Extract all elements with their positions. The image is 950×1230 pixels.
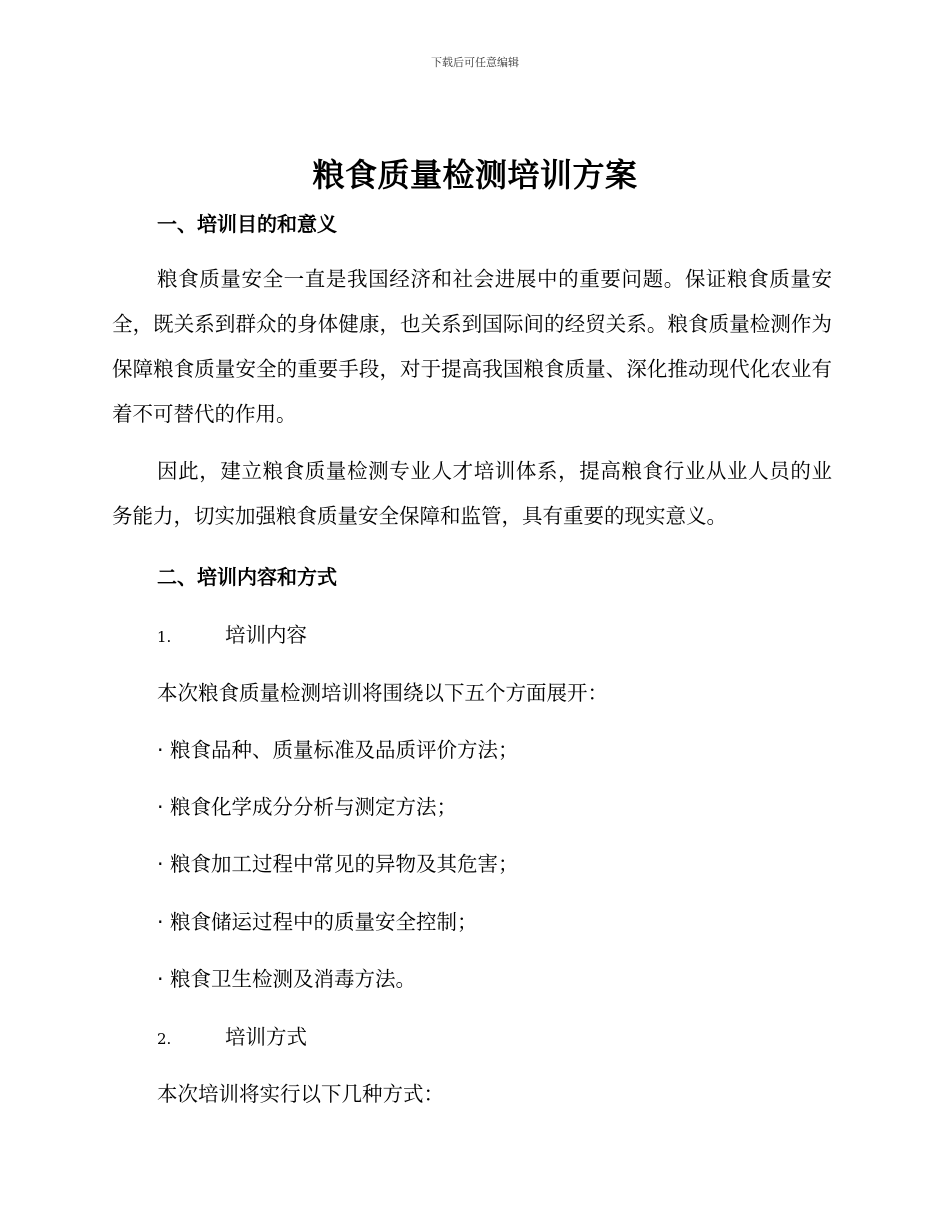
content-intro: 本次粮食质量检测培训将围绕以下五个方面展开： — [157, 681, 608, 705]
section-heading-2: 二、培训内容和方式 — [157, 565, 337, 589]
list-item: · 粮食卫生检测及消毒方法。 — [157, 967, 417, 991]
item-number: 2. — [157, 1030, 172, 1048]
list-item: · 粮食储运过程中的质量安全控制； — [157, 910, 478, 934]
numbered-item-1 — [157, 618, 307, 648]
numbered-item-2 — [157, 1020, 307, 1050]
paragraph-significance: 因此，建立粮食质量检测专业人才培训体系，提高粮食行业从业人员的业务能力，切实加强粮食质量安全保障和监管，具有重要的现实意义。 — [112, 459, 832, 528]
method-intro: 本次培训将实行以下几种方式： — [157, 1082, 444, 1106]
item-label: 培训方式 — [225, 1025, 307, 1049]
list-item: · 粮食加工过程中常见的异物及其危害； — [157, 852, 519, 876]
header-note: 下载后可任意编辑 — [431, 56, 519, 69]
list-item: · 粮食品种、质量标准及品质评价方法； — [157, 738, 519, 762]
section-heading-1: 一、培训目的和意义 — [157, 212, 337, 236]
item-number: 1. — [157, 628, 172, 646]
item-label: 培训内容 — [225, 623, 307, 647]
document-title: 粮食质量检测培训方案 — [312, 156, 638, 194]
paragraph-purpose: 粮食质量安全一直是我国经济和社会进展中的重要问题。保证粮食质量安全，既关系到群众的身体健康，也关系到国际间的经贸关系。粮食质量检测作为保障粮食质量安全的重要手段，对于提高我国粮食质量、深化推动现代化农业有着不可替代的作用。 — [112, 267, 832, 426]
list-item: · 粮食化学成分分析与测定方法； — [157, 795, 458, 819]
